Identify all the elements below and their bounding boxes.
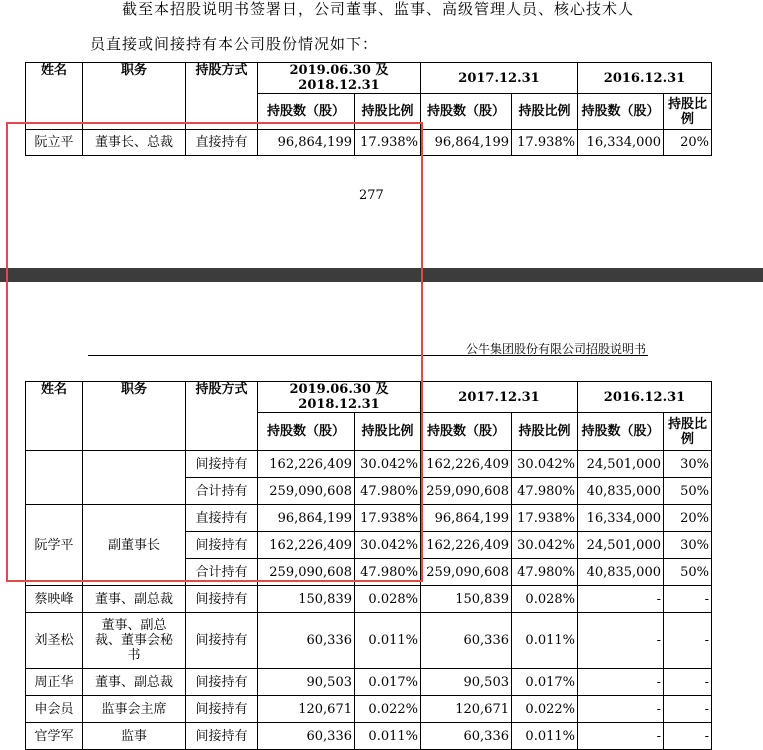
header-shares: 持股数（股） <box>258 413 355 451</box>
shareholding-table-part-2 <box>25 381 712 750</box>
cell-shares-2017: 96,864,199 <box>421 130 512 156</box>
cell-name: 申会员 <box>26 696 83 723</box>
header-method: 持股方式 <box>186 63 258 130</box>
header-rule <box>88 355 648 356</box>
cell-ratio-2016: 50% <box>664 559 712 586</box>
page-277 <box>0 0 763 268</box>
page-number: 277 <box>359 188 384 203</box>
table-row <box>26 723 712 750</box>
cell-shares-2019: 96,864,199 <box>258 505 355 532</box>
cell-shares-2016: 16,334,000 <box>578 505 664 532</box>
cell-position: 董事长、总裁 <box>83 130 186 156</box>
cell-ratio-2016: - <box>664 723 712 750</box>
cell-shares-2016: 24,501,000 <box>578 532 664 559</box>
cell-ratio-2016: 20% <box>664 505 712 532</box>
cell-name: 阮立平 <box>26 130 83 156</box>
cell-ratio-2016: - <box>664 669 712 696</box>
shareholding-table-part-1 <box>25 62 712 156</box>
cell-ratio-2016: 50% <box>664 478 712 505</box>
cell-ratio-2017: 0.028% <box>512 586 578 613</box>
cell-ratio-2017: 47.980% <box>512 559 578 586</box>
cell-ratio-2016: - <box>664 613 712 669</box>
header-period-2016: 2016.12.31 <box>578 63 712 94</box>
cell-name: 官学军 <box>26 723 83 750</box>
cell-ratio-2017: 0.011% <box>512 723 578 750</box>
cell-shares-2019: 259,090,608 <box>258 559 355 586</box>
cell-shares-2019: 96,864,199 <box>258 130 355 156</box>
cell-ratio-2017: 47.980% <box>512 478 578 505</box>
cell-ratio-2019: 47.980% <box>355 559 421 586</box>
header-ratio: 持股比例 <box>512 413 578 451</box>
header-shares: 持股数（股） <box>421 94 512 130</box>
cell-shares-2016: 16,334,000 <box>578 130 664 156</box>
cell-ratio-2016: - <box>664 696 712 723</box>
cell-ratio-2017: 30.042% <box>512 532 578 559</box>
cell-position: 监事 <box>83 723 186 750</box>
cell-shares-2019: 259,090,608 <box>258 478 355 505</box>
header-position: 职务 <box>83 63 186 130</box>
header-period-2019: 2019.06.30 及 2018.12.31 <box>258 63 421 94</box>
table-row <box>26 669 712 696</box>
cell-shares-2019: 60,336 <box>258 723 355 750</box>
cell-position: 董事、副总裁 <box>83 586 186 613</box>
cell-ratio-2017: 0.011% <box>512 613 578 669</box>
cell-shares-2016: - <box>578 723 664 750</box>
cell-ratio-2017: 0.017% <box>512 669 578 696</box>
cell-ratio-2019: 47.980% <box>355 478 421 505</box>
cell-shares-2017: 162,226,409 <box>421 451 512 478</box>
running-header: 公牛集团股份有限公司招股说明书 <box>466 342 647 356</box>
header-shares: 持股数（股） <box>258 94 355 130</box>
page-divider <box>0 268 763 282</box>
header-shares: 持股数（股） <box>578 94 664 130</box>
cell-ratio-2019: 0.028% <box>355 586 421 613</box>
table-row <box>26 586 712 613</box>
header-period-2017: 2017.12.31 <box>421 382 578 413</box>
cell-shares-2019: 120,671 <box>258 696 355 723</box>
cell-shares-2016: - <box>578 696 664 723</box>
cell-position: 董事、副总裁 <box>83 669 186 696</box>
cell-ratio-2019: 17.938% <box>355 130 421 156</box>
cell-ratio-2016: 20% <box>664 130 712 156</box>
header-method: 持股方式 <box>186 382 258 451</box>
table-row <box>26 613 712 669</box>
cell-shares-2017: 120,671 <box>421 696 512 723</box>
cell-ratio-2017: 30.042% <box>512 451 578 478</box>
table-row <box>26 505 712 532</box>
cell-shares-2017: 259,090,608 <box>421 478 512 505</box>
cell-ratio-2017: 0.022% <box>512 696 578 723</box>
cell-shares-2017: 259,090,608 <box>421 559 512 586</box>
table-row <box>26 130 712 156</box>
header-position: 职务 <box>83 382 186 451</box>
cell-shares-2019: 162,226,409 <box>258 532 355 559</box>
cell-method: 合计持有 <box>186 559 258 586</box>
cell-method: 合计持有 <box>186 478 258 505</box>
cell-method: 间接持有 <box>186 532 258 559</box>
cell-ratio-2019: 0.011% <box>355 723 421 750</box>
cell-shares-2017: 60,336 <box>421 613 512 669</box>
header-period-2017: 2017.12.31 <box>421 63 578 94</box>
cell-name: 阮学平 <box>26 505 83 586</box>
cell-method: 间接持有 <box>186 696 258 723</box>
cell-position: 监事会主席 <box>83 696 186 723</box>
cell-name-continued <box>26 451 83 505</box>
cell-ratio-2016: - <box>664 586 712 613</box>
cell-name: 刘圣松 <box>26 613 83 669</box>
header-shares: 持股数（股） <box>421 413 512 451</box>
cell-method: 直接持有 <box>186 130 258 156</box>
header-ratio: 持股比例 <box>512 94 578 130</box>
cell-shares-2016: - <box>578 613 664 669</box>
cell-shares-2016: 40,835,000 <box>578 478 664 505</box>
header-period-2016: 2016.12.31 <box>578 382 712 413</box>
cell-shares-2017: 96,864,199 <box>421 505 512 532</box>
header-ratio: 持股比例 <box>355 94 421 130</box>
cell-position: 董事、副总裁、董事会秘书 <box>83 613 186 669</box>
cell-ratio-2017: 17.938% <box>512 130 578 156</box>
cell-ratio-2017: 17.938% <box>512 505 578 532</box>
cell-ratio-2019: 17.938% <box>355 505 421 532</box>
cell-name: 周正华 <box>26 669 83 696</box>
cell-shares-2019: 60,336 <box>258 613 355 669</box>
header-ratio: 持股比例 <box>664 413 712 451</box>
header-shares: 持股数（股） <box>578 413 664 451</box>
cell-shares-2016: 40,835,000 <box>578 559 664 586</box>
cell-shares-2016: 24,501,000 <box>578 451 664 478</box>
cell-ratio-2019: 0.017% <box>355 669 421 696</box>
cell-ratio-2016: 30% <box>664 451 712 478</box>
header-name: 姓名 <box>26 63 83 130</box>
table-row <box>26 451 712 478</box>
table-row <box>26 696 712 723</box>
cell-method: 直接持有 <box>186 505 258 532</box>
cell-method: 间接持有 <box>186 613 258 669</box>
cell-method: 间接持有 <box>186 586 258 613</box>
header-period-2019: 2019.06.30 及 2018.12.31 <box>258 382 421 413</box>
cell-shares-2017: 150,839 <box>421 586 512 613</box>
cell-ratio-2019: 30.042% <box>355 532 421 559</box>
cell-ratio-2019: 0.011% <box>355 613 421 669</box>
intro-line-2: 员直接或间接持有本公司股份情况如下： <box>90 35 379 53</box>
cell-ratio-2019: 30.042% <box>355 451 421 478</box>
intro-line-1: 截至本招股说明书签署日，公司董事、监事、高级管理人员、核心技术人 <box>122 0 635 18</box>
cell-ratio-2019: 0.022% <box>355 696 421 723</box>
cell-position: 副董事长 <box>83 505 186 586</box>
header-ratio: 持股比例 <box>664 94 712 130</box>
cell-shares-2017: 90,503 <box>421 669 512 696</box>
cell-position-continued <box>83 451 186 505</box>
cell-shares-2019: 150,839 <box>258 586 355 613</box>
cell-shares-2019: 90,503 <box>258 669 355 696</box>
cell-shares-2017: 162,226,409 <box>421 532 512 559</box>
cell-shares-2016: - <box>578 586 664 613</box>
header-ratio: 持股比例 <box>355 413 421 451</box>
cell-method: 间接持有 <box>186 669 258 696</box>
cell-ratio-2016: 30% <box>664 532 712 559</box>
cell-shares-2016: - <box>578 669 664 696</box>
cell-method: 间接持有 <box>186 723 258 750</box>
cell-shares-2017: 60,336 <box>421 723 512 750</box>
cell-shares-2019: 162,226,409 <box>258 451 355 478</box>
cell-name: 蔡映峰 <box>26 586 83 613</box>
cell-method: 间接持有 <box>186 451 258 478</box>
header-name: 姓名 <box>26 382 83 451</box>
